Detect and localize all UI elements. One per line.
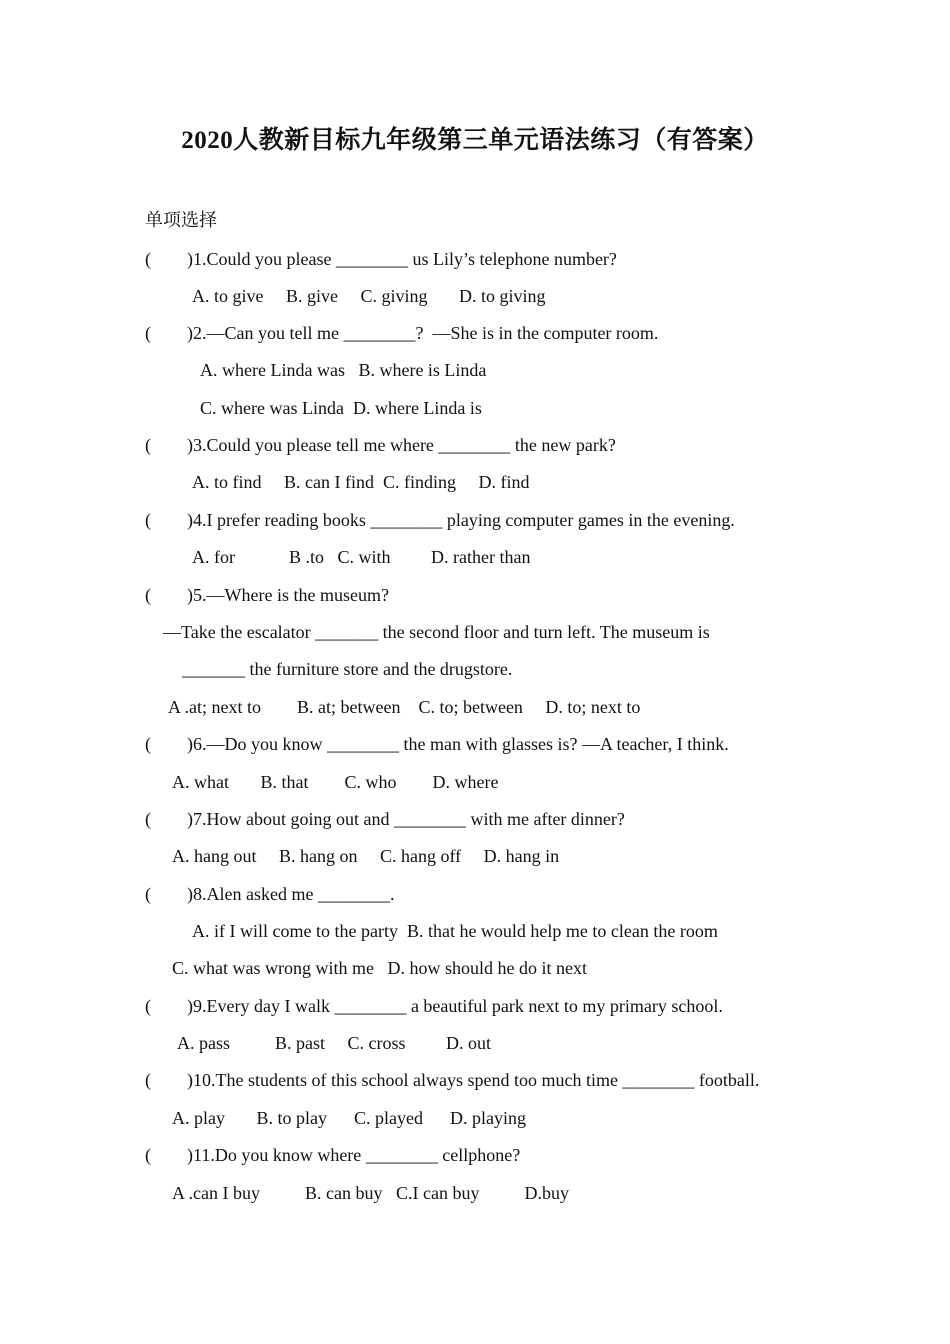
question-3: ( )3.Could you please tell me where ________ the new park? [145, 435, 616, 455]
question-9-options: A. pass B. past C. cross D. out [177, 1033, 491, 1053]
question-10-options: A. play B. to play C. played D. playing [172, 1108, 526, 1128]
question-2-options-cd: C. where was Linda D. where Linda is [200, 398, 482, 418]
question-6-options: A. what B. that C. who D. where [172, 772, 499, 792]
question-4-options: A. for B .to C. with D. rather than [192, 547, 531, 567]
question-5-options: A .at; next to B. at; between C. to; between D. to; next to [168, 697, 641, 717]
question-5-line-2: —Take the escalator _______ the second floor and turn left. The museum is [163, 622, 710, 642]
question-2-options-ab: A. where Linda was B. where is Linda [200, 360, 487, 380]
question-3-options: A. to find B. can I find C. finding D. find [192, 472, 530, 492]
question-5: ( )5.—Where is the museum? [145, 585, 389, 605]
question-7: ( )7.How about going out and ________ with me after dinner? [145, 809, 625, 829]
question-1-options: A. to give B. give C. giving D. to giving [192, 286, 546, 306]
question-9: ( )9.Every day I walk ________ a beautiful park next to my primary school. [145, 996, 723, 1016]
question-11-options: A .can I buy B. can buy C.I can buy D.buy [172, 1183, 569, 1203]
question-7-options: A. hang out B. hang on C. hang off D. hang in [172, 846, 560, 866]
question-10: ( )10.The students of this school always spend too much time ________ football. [145, 1070, 760, 1090]
question-8-options-cd: C. what was wrong with me D. how should he do it next [172, 958, 587, 978]
question-1: ( )1.Could you please ________ us Lily’s telephone number? [145, 249, 617, 269]
question-5-line-3: _______ the furniture store and the drugstore. [182, 659, 513, 679]
document-title: 2020人教新目标九年级第三单元语法练习（有答案） [181, 127, 769, 154]
question-8-options-ab: A. if I will come to the party B. that he would help me to clean the room [192, 921, 718, 941]
question-4: ( )4.I prefer reading books ________ playing computer games in the evening. [145, 510, 735, 530]
question-11: ( )11.Do you know where ________ cellphone? [145, 1145, 521, 1165]
section-heading: 单项选择 [145, 210, 217, 230]
question-2: ( )2.—Can you tell me ________? —She is in the computer room. [145, 323, 659, 343]
question-6: ( )6.—Do you know ________ the man with glasses is? —A teacher, I think. [145, 734, 729, 754]
question-8: ( )8.Alen asked me ________. [145, 884, 395, 904]
